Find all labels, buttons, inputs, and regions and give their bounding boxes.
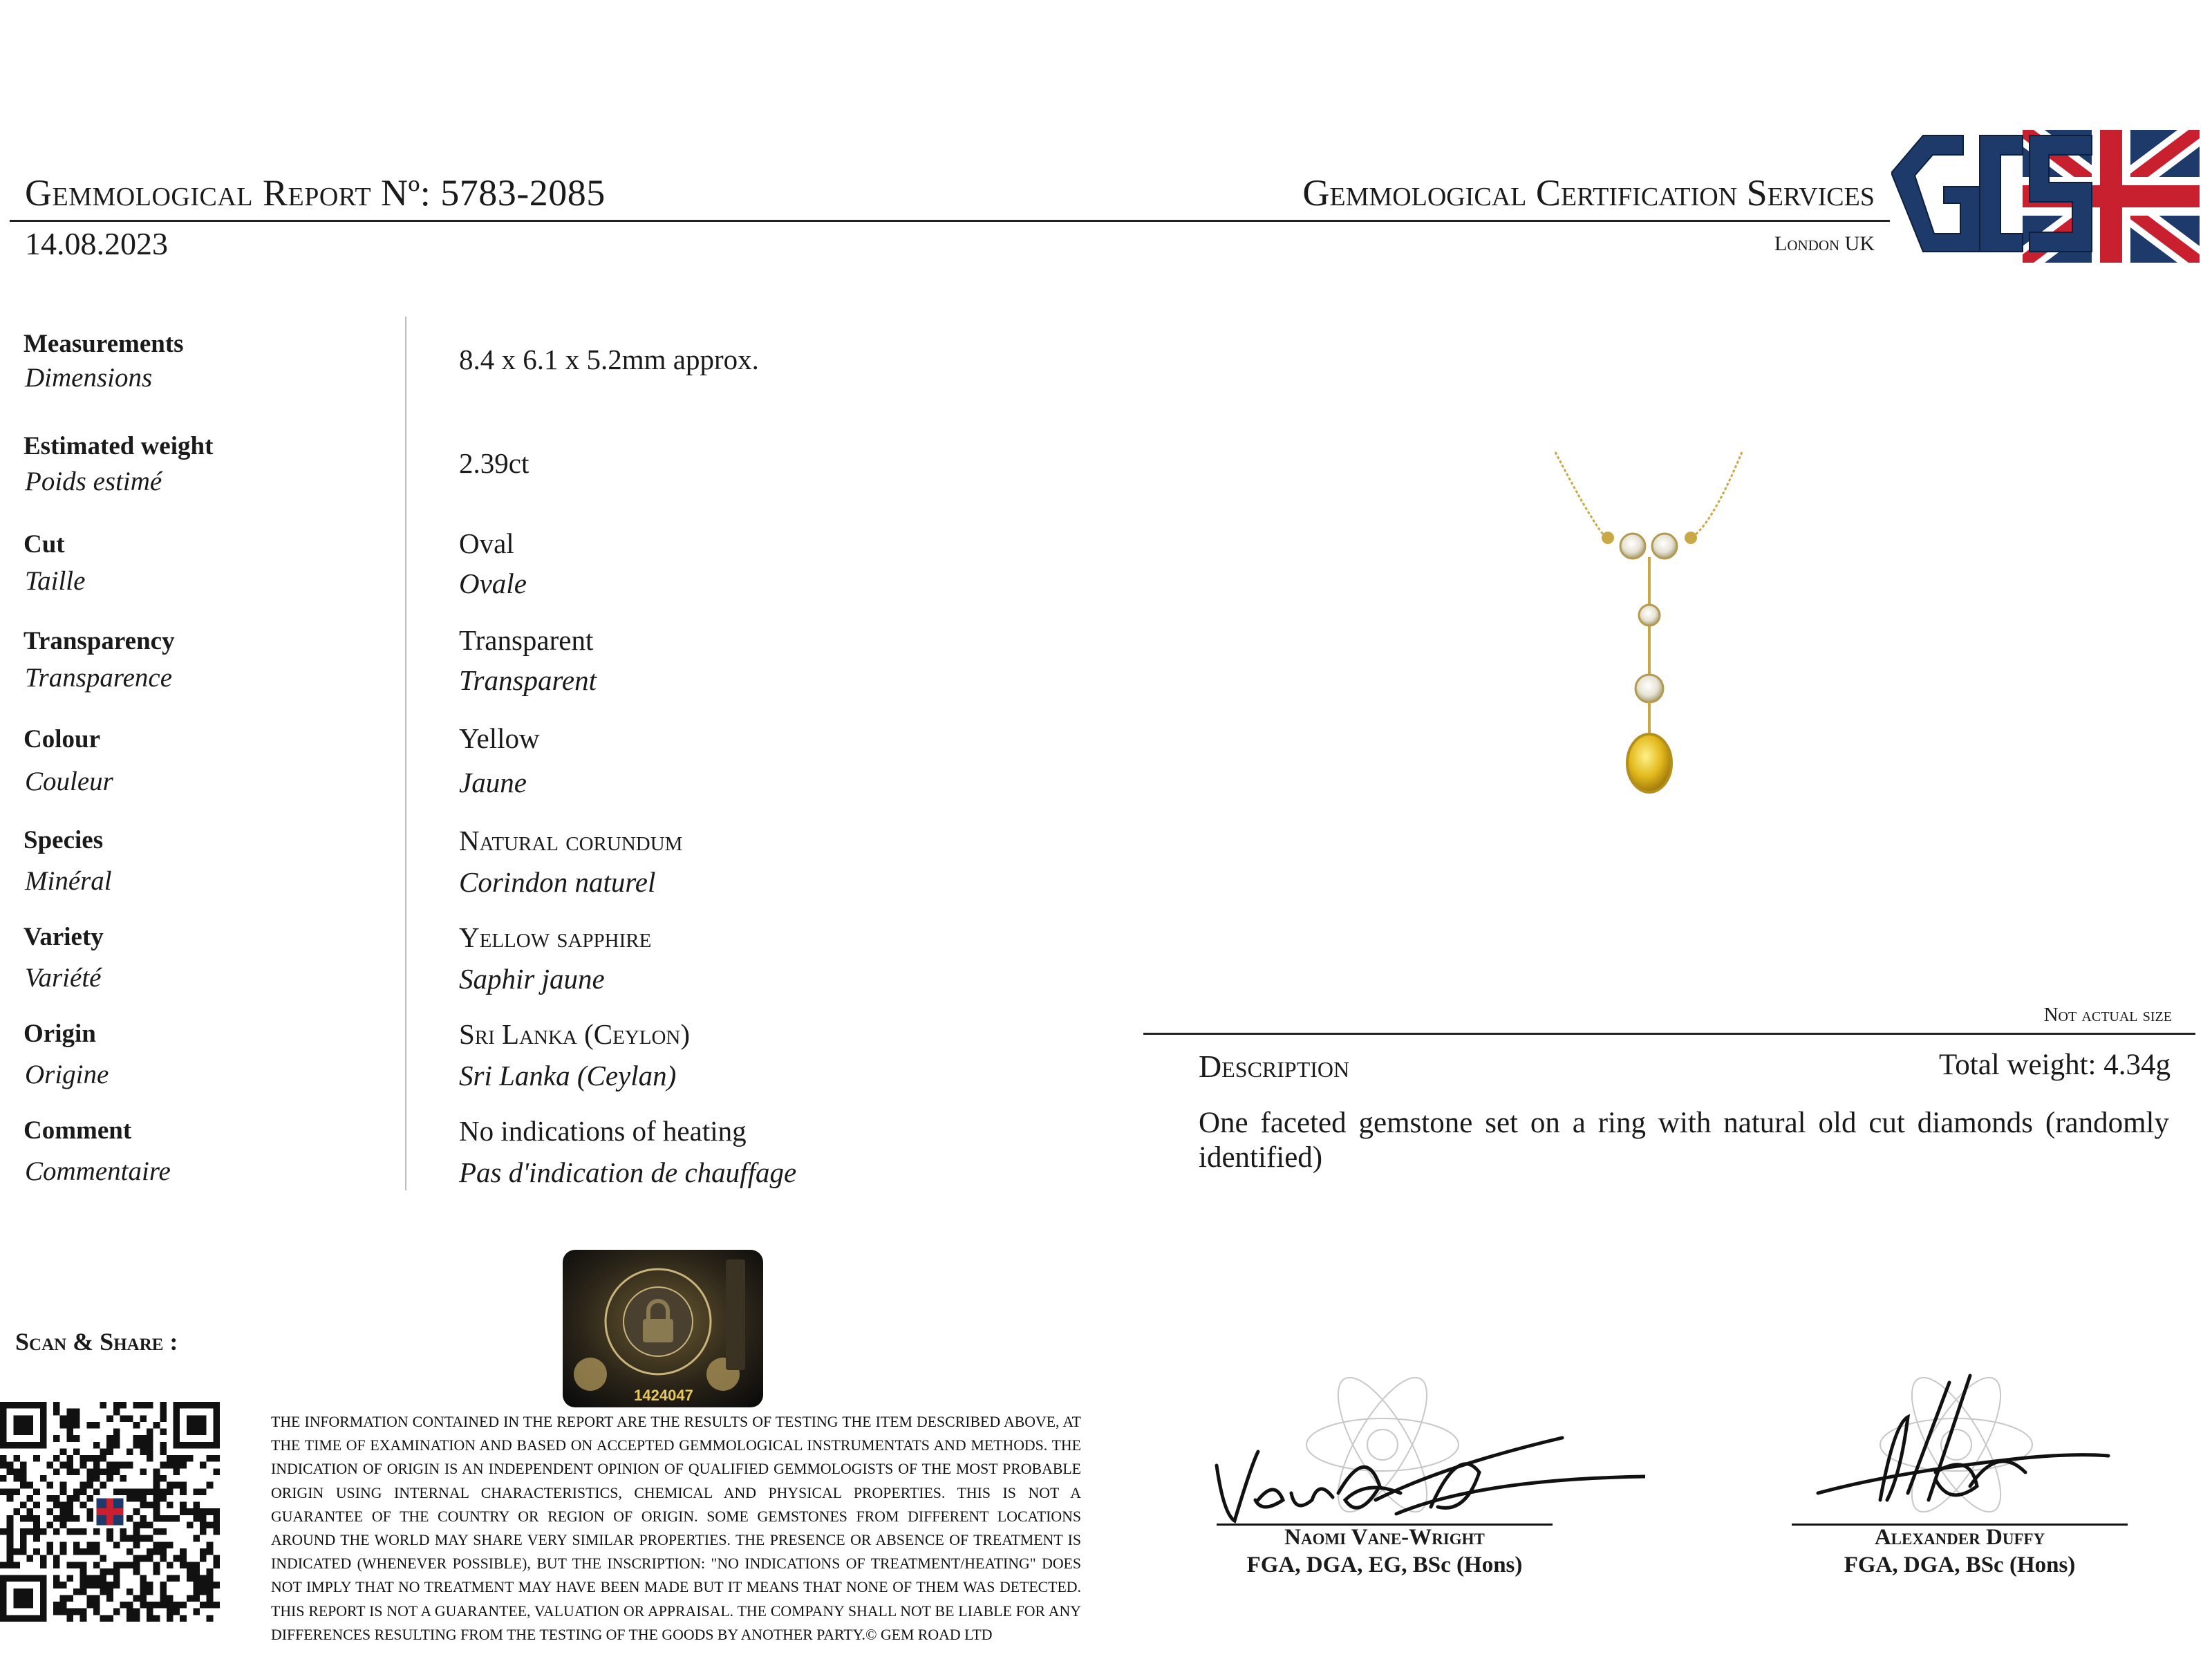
label-dimensions-fr: Dimensions [25,363,153,393]
value-measurements: 8.4 x 6.1 x 5.2mm approx. [459,344,759,375]
value-species: Natural corundum [459,825,683,856]
value-comment-fr: Pas d'indication de chauffage [459,1156,797,1188]
signatory-name: Naomi Vane-Wright [1284,1525,1485,1550]
label-cut-fr: Taille [25,566,86,596]
report-title: Gemmological Report Nº: 5783-2085 [25,172,606,214]
label-estimated-weight: Estimated weight [24,432,214,460]
secure-document-hologram-icon [563,1250,763,1407]
label-origin-fr: Origine [25,1060,109,1089]
value-variety: Yellow sapphire [459,921,652,953]
description-divider [1143,1033,2195,1035]
label-species-fr: Minéral [25,866,112,896]
value-cut-fr: Ovale [459,568,527,599]
value-transparency-fr: Transparent [459,664,597,696]
value-estimated-weight: 2.39ct [459,447,529,479]
value-cut: Oval [459,527,514,559]
hologram-serial-number: 1424047 [634,1387,693,1404]
column-divider [405,317,406,1190]
header-divider [10,220,1890,222]
label-cut: Cut [24,530,65,559]
signatory-credentials: FGA, DGA, BSc (Hons) [1844,1553,2076,1577]
company-location: London UK [1774,232,1875,255]
qr-code-icon[interactable] [0,1400,220,1623]
value-colour-fr: Jaune [459,767,527,798]
label-colour: Colour [24,725,100,753]
company-name: Gemmological Certification Services [1302,172,1875,214]
total-weight: Total weight: 4.34g [1939,1049,2171,1081]
value-comment: No indications of heating [459,1115,747,1147]
label-colour-fr: Couleur [25,767,113,796]
description-text: One faceted gemstone set on a ring with natural old cut diamonds (randomly identified) [1199,1107,2169,1174]
value-species-fr: Corindon naturel [459,866,656,898]
signature-naomi-icon [1203,1424,1645,1528]
value-colour: Yellow [459,722,540,754]
signatory-name: Alexander Duffy [1874,1525,2045,1550]
label-species: Species [24,826,104,854]
label-comment: Comment [24,1116,132,1145]
description-title: Description [1199,1049,1350,1084]
not-actual-size-note: Not actual size [2043,1004,2172,1026]
label-transparency-fr: Transparence [25,663,173,693]
label-transparency: Transparency [24,627,175,655]
scan-share-label: Scan & Share : [15,1328,178,1356]
label-origin: Origin [24,1020,96,1048]
label-measurements: Measurements [24,330,184,358]
value-origin-fr: Sri Lanka (Ceylan) [459,1060,677,1091]
value-transparency: Transparent [459,624,594,656]
report-date: 14.08.2023 [25,226,168,261]
value-variety-fr: Saphir jaune [459,963,605,995]
value-origin: Sri Lanka (Ceylon) [459,1018,691,1050]
label-weight-fr: Poids estimé [25,467,162,496]
gcs-logo-icon [1891,130,2200,263]
pendant-necklace-image [1514,442,1790,830]
disclaimer-text: THE INFORMATION CONTAINED IN THE REPORT ARE THE RESULTS OF TESTING THE ITEM DESCRIBED ABOVE, AT THE TIME OF EXAMINATION AND BASED ON ACCEPTED GEMMOLOGICAL INSTRUMENTATS AND METHODS. THE INDICATION OF ORIGIN IS AN INDEPENDENT OPINION OF QUALIFIED GEMMOLOGISTS OF THE MOST PROBABLE ORIGIN USING INTERNAL CHARACTERISTICS, CHEMICAL AND PHYSICAL PROPERTIES. THIS IS NOT A GUARANTEE OF THE COUNTRY OR REGION OF ORIGIN. SOME GEMSTONES FROM DIFFERENT LOCATIONS AROUND THE WORLD MAY SHARE VERY SIMILAR PROPERTIES. THE PRESENCE OR ABSENCE OF TREATMENT IS INDICATED (WHENEVER POSSIBLE), BUT THE INSCRIPTION: "NO INDICATIONS OF TREATMENT/HEATING" DOES NOT IMPLY THAT NO TREATMENT MAY HAVE BEEN MADE BUT IT MEANS THAT NONE OF THEM WAS DETECTED. THIS REPORT IS NOT A GUARANTEE, VALUATION OR APPRAISAL. THE COMPANY SHALL NOT BE LIABLE FOR ANY DIFFERENCES RESULTING FROM THE TESTING OF THE GOODS BY ANOTHER PARTY.© GEM ROAD LTD [271,1414,1081,1643]
label-variety-fr: Variété [25,963,102,993]
label-comment-fr: Commentaire [25,1156,171,1186]
label-variety: Variety [24,923,104,951]
signature-alexander-icon [1811,1369,2115,1521]
signatory-credentials: FGA, DGA, EG, BSc (Hons) [1246,1553,1523,1577]
